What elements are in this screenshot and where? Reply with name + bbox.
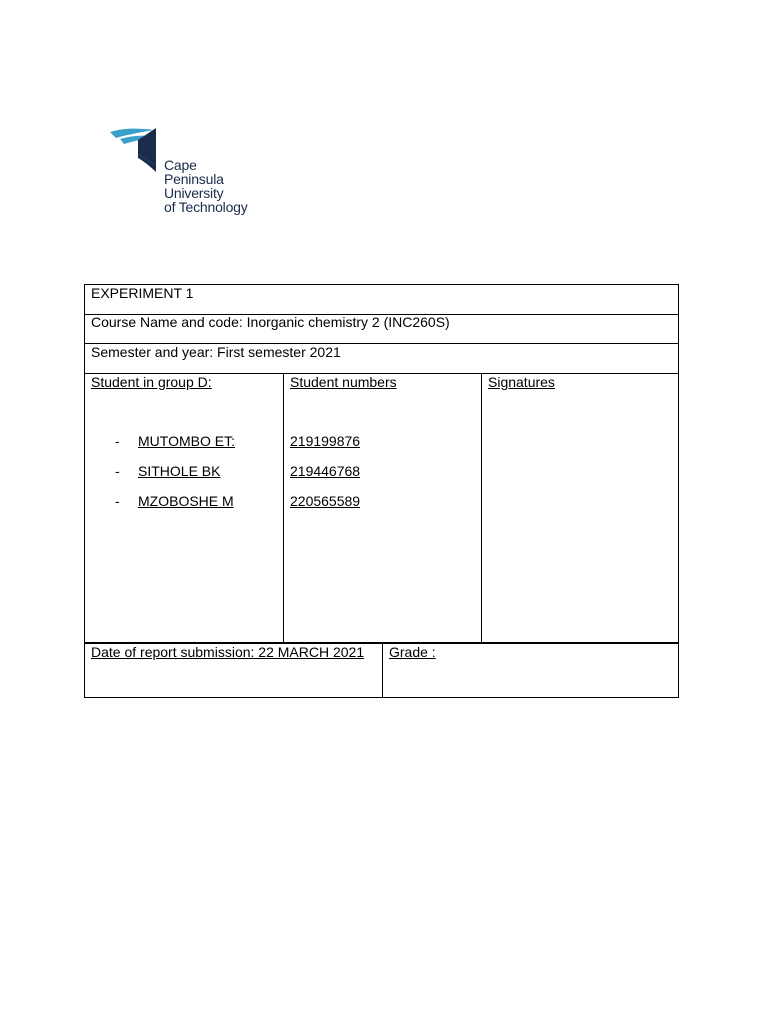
logo-emblem-icon: [108, 126, 168, 186]
logo-line-2: Peninsula: [164, 171, 224, 187]
numbers-column: [284, 374, 482, 642]
semester-year: Semester and year: First semester 2021: [91, 344, 341, 360]
logo-wordmark: [164, 158, 248, 214]
list-dash: -: [115, 493, 120, 509]
grade-label: Grade :: [389, 644, 436, 660]
footer-row: [84, 643, 679, 698]
student-grid: [84, 374, 679, 643]
course-row: [84, 314, 679, 344]
experiment-row: [84, 284, 679, 315]
student-name: SITHOLE BK: [138, 463, 221, 479]
students-header: Student in group D:: [91, 374, 212, 390]
course-name: Course Name and code: Inorganic chemistry 2 (INC260S): [91, 314, 450, 330]
list-dash: -: [115, 463, 120, 479]
students-column: [85, 374, 284, 642]
university-logo: [108, 126, 268, 222]
signatures-header: Signatures: [488, 374, 555, 390]
logo-line-3: University: [164, 185, 224, 201]
experiment-title: EXPERIMENT 1: [91, 285, 194, 301]
signatures-column: [482, 374, 678, 642]
numbers-header: Student numbers: [290, 374, 397, 390]
student-number: 219446768: [290, 463, 361, 479]
list-dash: -: [115, 433, 120, 449]
logo-line-1: Cape: [164, 157, 197, 173]
grade-cell: [383, 644, 678, 697]
cover-form: [84, 284, 679, 698]
student-name: MZOBOSHE M: [138, 493, 234, 509]
student-number: 219199876: [290, 433, 361, 449]
logo-line-4: of Technology: [164, 199, 248, 215]
semester-row: [84, 344, 679, 374]
submission-cell: [85, 644, 383, 697]
student-number: 220565589: [290, 493, 361, 509]
student-name: MUTOMBO ET:: [138, 433, 235, 449]
submission-date: Date of report submission: 22 MARCH 2021: [91, 644, 365, 660]
